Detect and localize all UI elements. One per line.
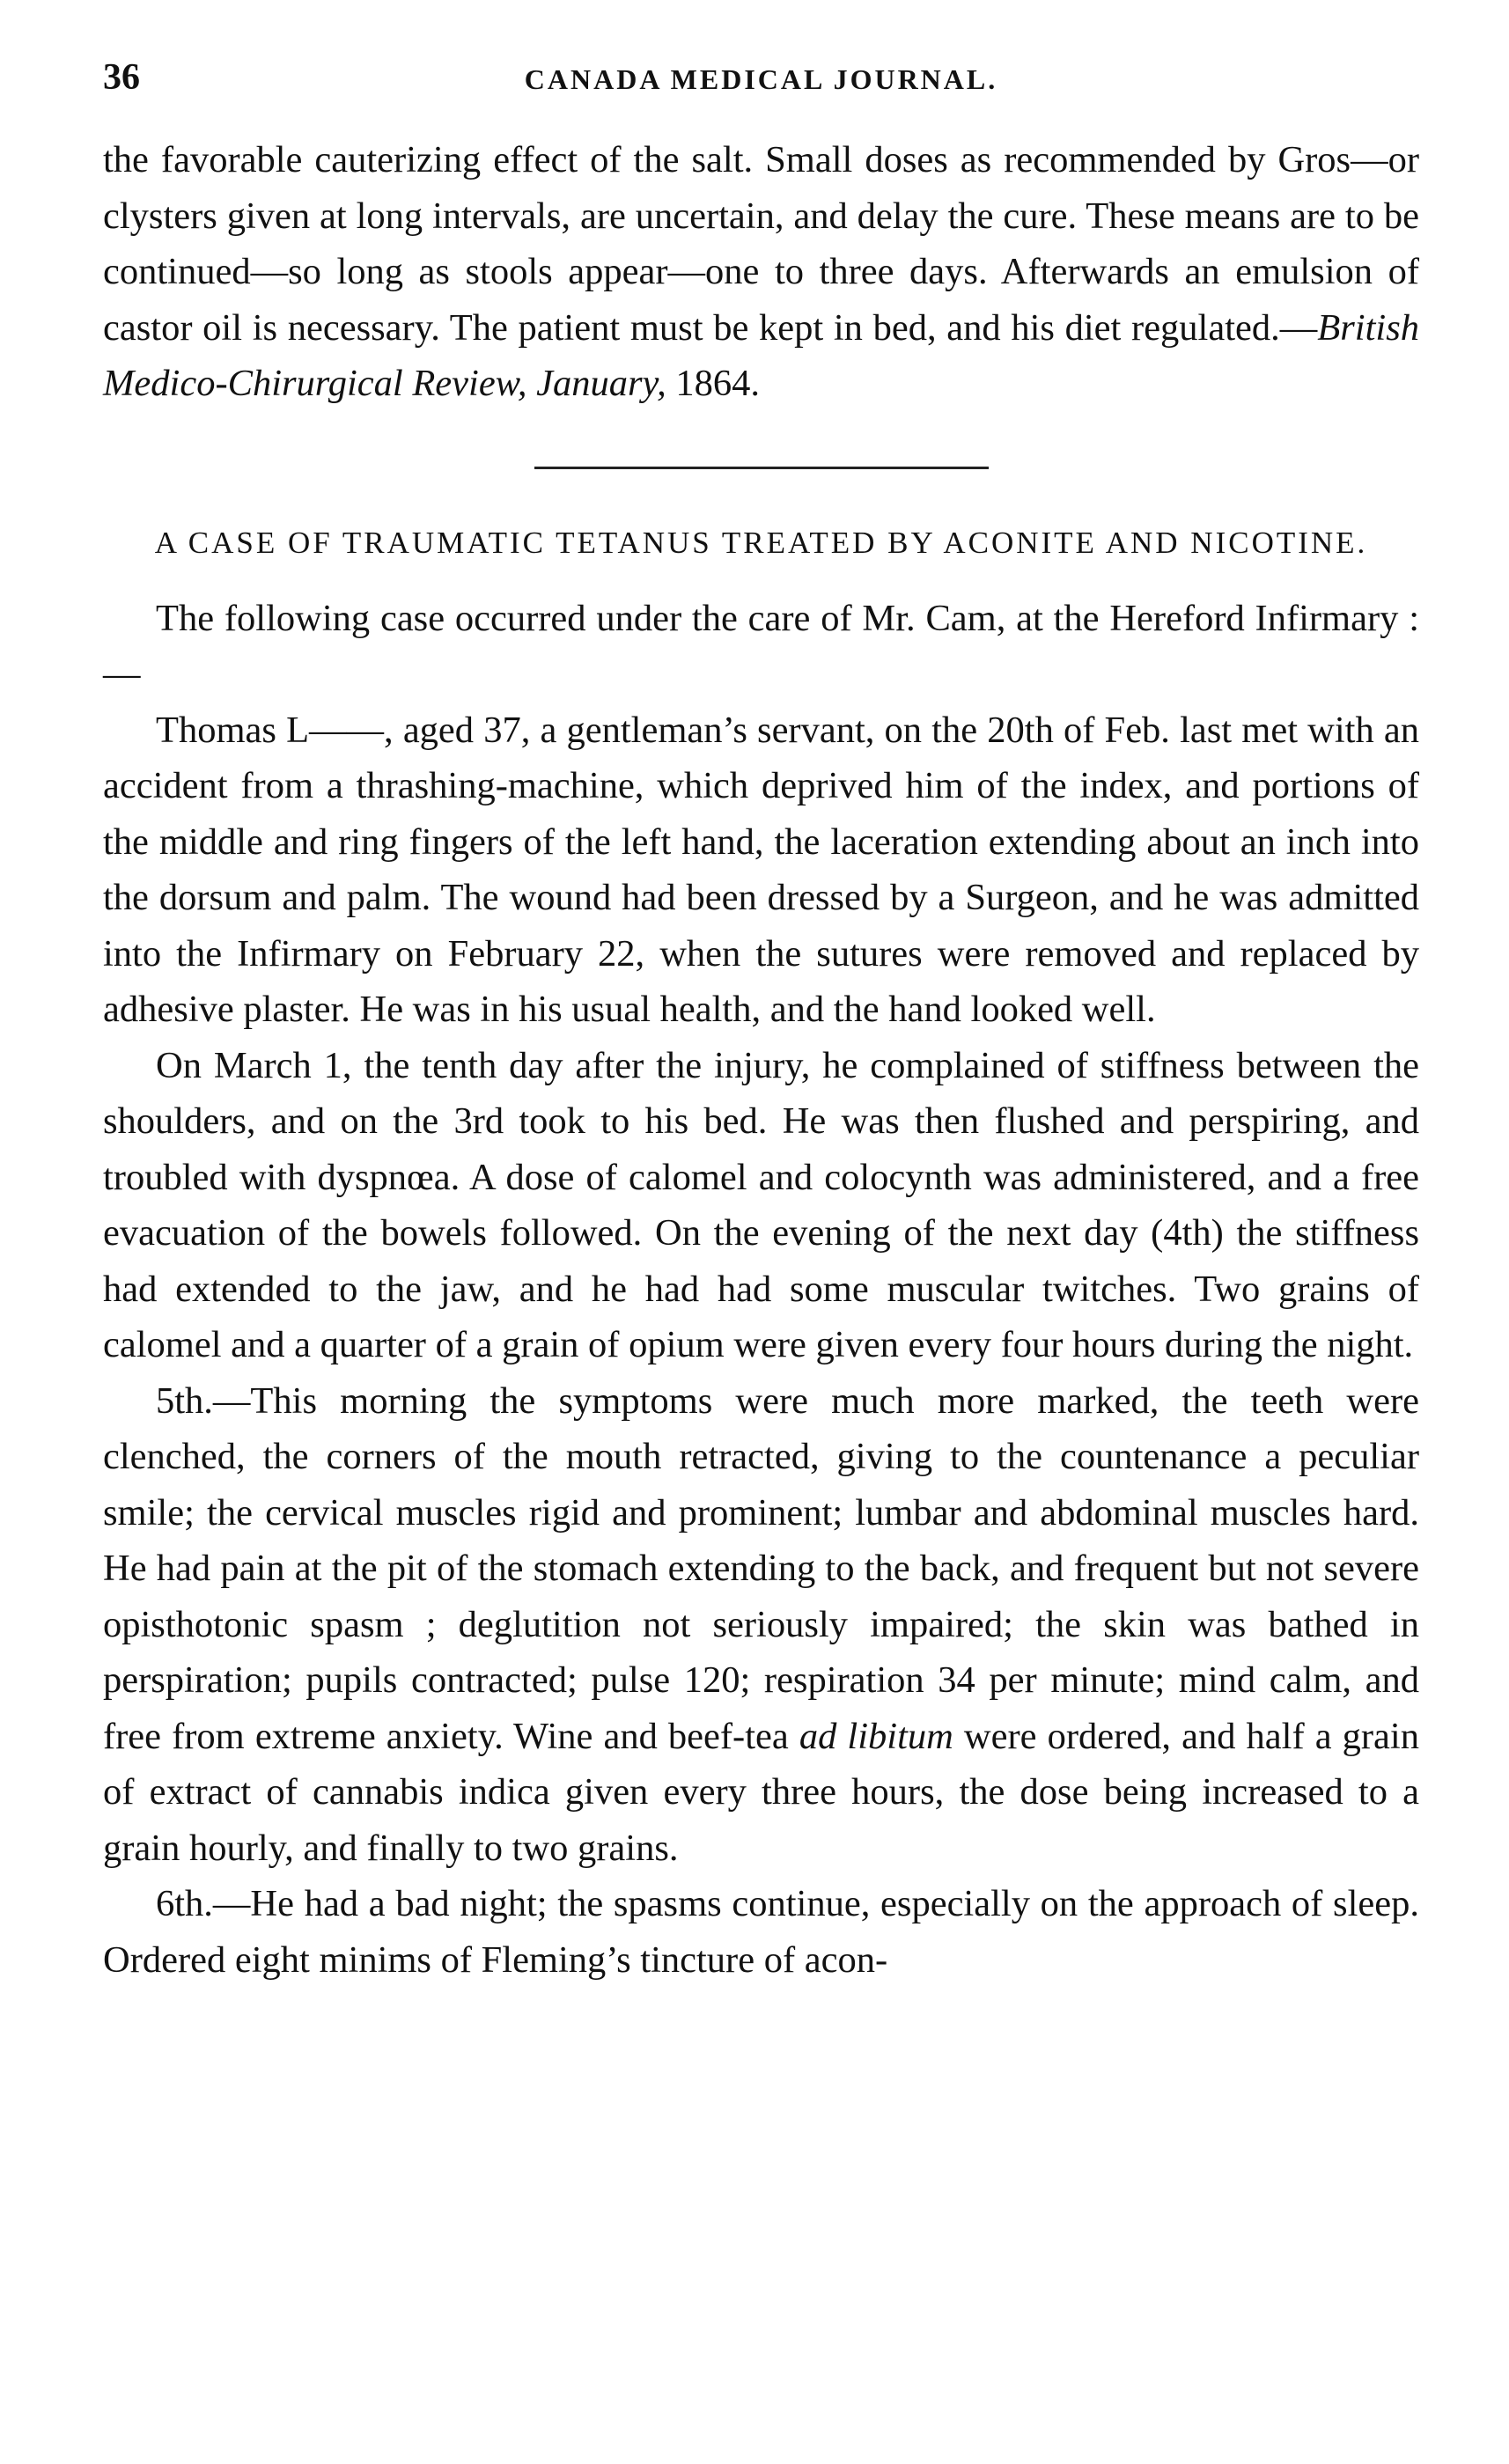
paragraph-6th-day: 6th.—He had a bad night; the spasms continue, especially on the approach of sleep. Ordered eight minims of Fleming’s tincture of acon- <box>103 1883 1419 1981</box>
citation-year: 1864. <box>666 363 760 404</box>
journal-page <box>103 53 1419 1988</box>
previous-article-text: the favorable cauterizing effect of the salt. Small doses as recommended by Gros—or clysters given at long intervals, are uncertain, and delay the cure. These means are to be continued—so long as stools appear—one to three days. Afterwards an emulsion of castor oil is necessary. The patient must be kept in bed, and his diet regulated.— <box>103 139 1419 349</box>
journal-title: CANADA MEDICAL JOURNAL. <box>524 63 998 95</box>
previous-article-ending <box>103 132 1419 412</box>
running-head <box>103 53 1419 123</box>
article-heading: A CASE OF TRAUMATIC TETANUS TREATED BY ACONITE AND NICOTINE. <box>154 525 1368 560</box>
page-number: 36 <box>103 57 140 98</box>
paragraph-intro: The following case occurred under the care of Mr. Cam, at the Hereford Infirmary :— <box>103 597 1419 695</box>
paragraph-5th-day-text-b: were ordered, and half a grain of extract of cannabis indica given every three hours, the dose being increased to a grain hourly, and finally to two grains. <box>103 1715 1419 1869</box>
citation-source: British Medico-Chirurgical Review, January, <box>103 306 1419 404</box>
paragraph-patient-history: Thomas L——, aged 37, a gentleman’s servant, on the 20th of Feb. last met with an accident from a thrashing-machine, which deprived him of the index, and portions of the middle and ring fingers of the left hand, the laceration extending about an inch into the dorsum and palm. The wound had been dressed by a Surgeon, and he was admitted into the Infirmary on February 22, when the sutures were removed and replaced by adhesive plaster. He was in his usual health, and the hand looked well. <box>103 709 1419 1030</box>
section-divider <box>534 467 989 469</box>
paragraph-march-1: On March 1, the tenth day after the injury, he complained of stiffness between the shoulders, and on the 3rd took to his bed. He was then flushed and perspiring, and troubled with dyspnœa. A dose of calomel and colocynth was administered, and a free evacuation of the bowels followed. On the evening of the next day (4th) the stiffness had extended to the jaw, and he had had some muscular twitches. Two grains of calomel and a quarter of a grain of opium were given every four hours during the night. <box>103 1044 1419 1365</box>
paragraph-5th-day-text-a: 5th.—This morning the symptoms were much more marked, the teeth were clenched, the corners of the mouth retracted, giving to the countenance a peculiar smile; the cervical muscles rigid and prominent; lumbar and abdominal muscles hard. He had pain at the pit of the stomach extending to the back, and frequent but not severe opisthotonic spasm ; deglutition not seriously impaired; the skin was bathed in perspiration; pupils contracted; pulse 120; respiration 34 per minute; mind calm, and free from extreme anxiety. Wine and beef-tea <box>103 1379 1419 1757</box>
ad-libitum-phrase: ad libitum <box>799 1715 953 1757</box>
paragraph-5th-day <box>103 1373 1419 1877</box>
